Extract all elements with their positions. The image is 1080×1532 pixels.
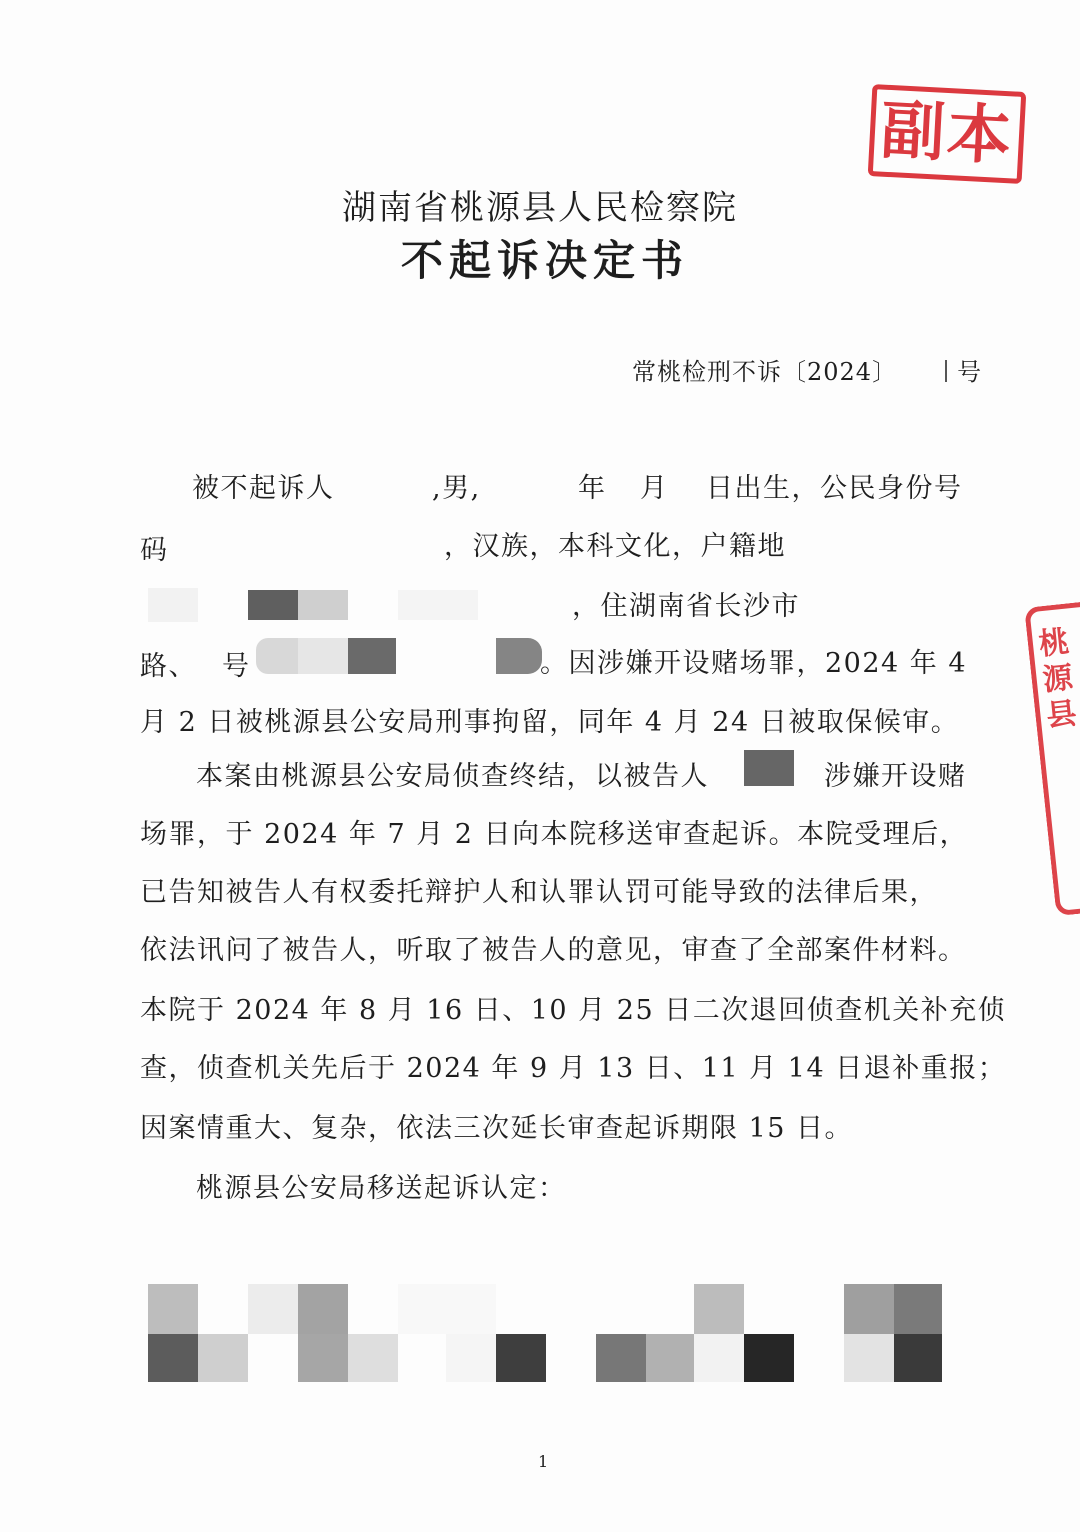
- text-resubmission: 查，侦查机关先后于 2024 年 9 月 13 日、11 月 14 日退补重报；: [140, 1053, 1007, 1084]
- text-ethnicity-education: ，汉族，本科文化，户籍地: [444, 531, 786, 562]
- text-suspected-gambling: 涉嫌开设赌: [824, 761, 967, 792]
- organization-name: 湖南省桃源县人民检察院: [342, 188, 738, 228]
- text-interrogation: 依法讯问了被告人，听取了被告人的意见，审查了全部案件材料。: [140, 935, 967, 966]
- text-year: 年: [578, 473, 607, 504]
- redaction-block: [248, 590, 298, 620]
- redaction-block: [348, 638, 396, 674]
- redaction-block: [496, 638, 542, 674]
- copy-stamp-text: 副本: [879, 93, 1015, 175]
- text-number: 号: [222, 651, 251, 682]
- redaction-block: [256, 638, 298, 674]
- text-supplementary-investigation: 本院于 2024 年 8 月 16 日、10 月 25 日二次退回侦查机关补充侦: [140, 995, 1007, 1026]
- text-road: 路、: [140, 651, 197, 682]
- text-charge-detention: 。因涉嫌开设赌场罪，2024 年 4: [540, 648, 968, 679]
- seal-partial-text: 桃源县: [1037, 624, 1079, 735]
- document-number: [632, 352, 982, 387]
- text-case-transfer: 本案由桃源县公安局侦查终结，以被告人: [196, 761, 709, 792]
- redaction-block: [398, 590, 478, 620]
- document-title: 不起诉决定书: [400, 236, 689, 285]
- text-gender: ,男,: [432, 473, 481, 504]
- text-defendant-label: 被不起诉人: [192, 473, 335, 504]
- text-birth-id: 日出生，公民身份号: [706, 473, 963, 504]
- text-extension: 因案情重大、复杂，依法三次延长审查起诉期限 15 日。: [140, 1113, 854, 1144]
- text-residence: ，住湖南省长沙市: [572, 591, 800, 622]
- official-seal-partial: [1024, 594, 1080, 916]
- text-code: 码: [140, 535, 169, 566]
- text-police-findings: 桃源县公安局移送起诉认定：: [196, 1173, 567, 1204]
- copy-stamp: [868, 84, 1027, 184]
- text-detention-bail: 月 2 日被桃源县公安局刑事拘留，同年 4 月 24 日被取保候审。: [140, 707, 960, 738]
- document-number-suffix: 号: [957, 358, 983, 386]
- redaction-block: [744, 750, 794, 786]
- text-rights-notice: 已告知被告人有权委托辩护人和认罪认罚可能导致的法律后果，: [140, 877, 938, 908]
- redaction-block: [298, 638, 348, 674]
- redaction-block: [148, 588, 198, 622]
- document-number-text: 常桃检刑不诉〔2024〕: [632, 358, 898, 386]
- text-month: 月: [640, 473, 669, 504]
- redacted-number: [897, 360, 947, 382]
- redaction-block: [298, 590, 348, 620]
- page-number: 1: [538, 1452, 549, 1471]
- text-review-transfer: 场罪，于 2024 年 7 月 2 日向本院移送审查起诉。本院受理后，: [140, 819, 969, 850]
